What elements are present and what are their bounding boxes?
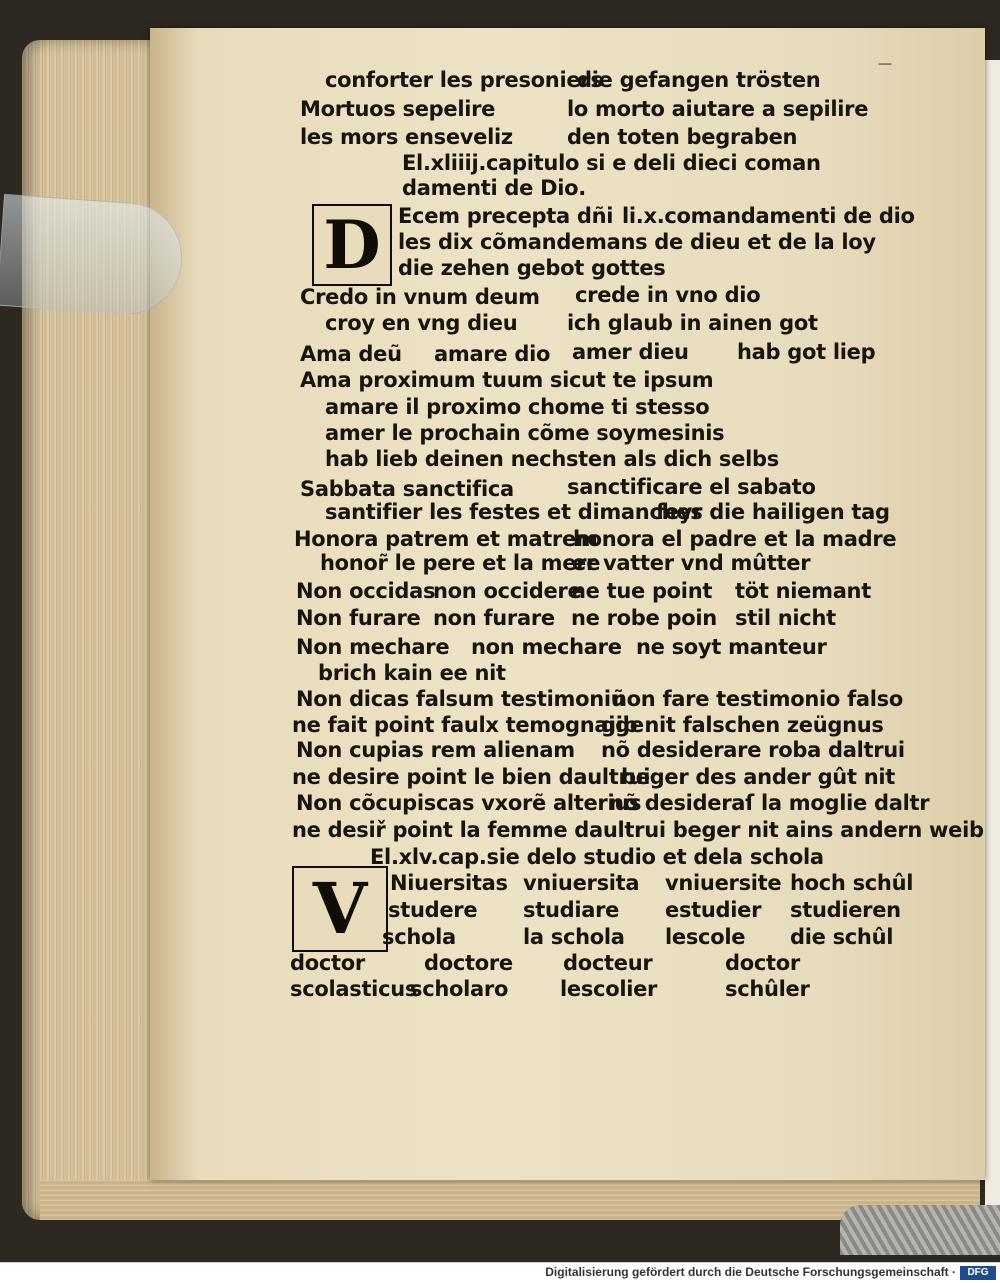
page-holder-clip [0,194,186,318]
text-line: non fare testimonio falso [612,687,904,711]
page-stack-bottom [40,1180,980,1220]
text-line: Credo in vnum deum [300,285,540,309]
text-line: ne robe poin [571,606,717,630]
book-page [150,28,985,1180]
text-line: hab got liep [737,340,876,364]
text-line: schûler [725,977,810,1001]
text-line: amer le prochain cõme soymesinis [325,421,725,445]
text-line: brich kain ee nit [318,661,506,685]
text-line: Non furare [296,606,421,630]
text-line: studiare [523,898,620,922]
text-line: scholaro [410,977,509,1001]
decorated-initial-d: D [312,204,392,286]
text-line: töt niemant [735,579,871,603]
text-line: honora el padre et la madre [573,527,897,551]
text-line: lo morto aiutare a sepilire [567,97,869,121]
text-line: Honora patrem et matrem [294,527,598,551]
text-line: nõ desiderare roba daltrui [601,738,905,762]
text-line: amer dieu [572,340,689,364]
text-line: er vatter vnd mûtter [572,551,811,575]
text-line: honor̃ le pere et la mere [320,551,601,575]
text-line: beger des ander gût nit [621,765,895,789]
text-line: non furare [433,606,555,630]
text-line: doctore [424,951,513,975]
text-line: non mechare [471,635,622,659]
text-line: hoch schûl [790,871,914,895]
text-line: amare dio [434,342,551,366]
binding-cord [840,1205,1000,1255]
text-line: Non occidas [296,579,436,603]
text-line: Niuersitas [390,871,508,895]
text-line: ne soyt manteur [636,635,827,659]
text-line: die schûl [790,925,894,949]
text-line: non occidere [433,579,582,603]
text-line: den toten begraben [567,125,798,149]
footer-credit: Digitalisierung gefördert durch die Deutsche Forschungsgemeinschaft · [545,1265,956,1279]
text-line: ne desire point le bien daultrui [292,765,651,789]
facing-page-edge [985,60,1000,1210]
text-line: Non dicas falsum testimoniũ [296,687,626,711]
text-line: nõ desideraſ la moglie daltr [609,791,930,815]
text-line: Ama deũ [300,342,402,366]
text-line: stil nicht [735,606,836,630]
text-line: amare il proximo chome ti stesso [325,395,710,419]
text-line: conforter les presoniers [325,68,603,92]
text-line: lescolier [560,977,658,1001]
text-line: studere [388,898,478,922]
text-line: scolasticus [290,977,418,1001]
text-line: ne fait point faulx temognaige [292,713,644,737]
text-line: gib nit falschen zeügnus [601,713,884,737]
text-line: ne desiř point la femme daultrui beger nit ains andern weib [292,818,984,842]
text-line: ne tue point [571,579,713,603]
text-line: docteur [563,951,653,975]
text-line: Sabbata sanctifica [300,477,514,501]
text-line: Ecem precepta dñi [398,204,614,228]
text-line: ich glaub in ainen got [567,311,818,335]
text-line: die gefangen trösten [577,68,821,92]
text-line: feyr die hailigen tag [656,500,890,524]
text-line: schola [382,925,456,949]
text-line: Ama proximum tuum sicut te ipsum [300,368,714,392]
text-line: santifier les festes et dimanches [325,500,703,524]
text-line: les dix cõmandemans de dieu et de la loy [398,230,876,254]
text-line: li.x.comandamenti de dio [622,204,915,228]
text-line: Mortuos sepelire [300,97,496,121]
text-line: la schola [523,925,625,949]
page-corner-mark: — [878,56,892,72]
text-line: studieren [790,898,901,922]
text-line: Non mechare [296,635,450,659]
text-line: crede in vno dio [575,283,761,307]
text-line: El.xliiij.capitulo si e deli dieci coman [402,151,821,175]
text-line: damenti de Dio. [402,176,586,200]
footer-bar [0,1262,1000,1283]
text-line: Non cupias rem alienam [296,738,575,762]
text-line: sanctificare el sabato [567,475,816,499]
text-line: croy en vng dieu [325,311,518,335]
text-line: El.xlv.cap.sie delo studio et dela schola [370,845,824,869]
text-line: lescole [665,925,746,949]
text-line: doctor [290,951,365,975]
text-line: die zehen gebot gottes [398,256,666,280]
text-line: vniuersite [665,871,782,895]
text-line: les mors enseveliz [300,125,513,149]
text-line: doctor [725,951,800,975]
decorated-initial-v: V [292,866,388,952]
text-line: Non cõcupiscas vxorẽ alterius [296,791,642,815]
text-line: estudier [665,898,762,922]
dfg-logo[interactable]: DFG [960,1266,996,1280]
text-line: vniuersita [523,871,640,895]
text-line: hab lieb deinen nechsten als dich selbs [325,447,779,471]
